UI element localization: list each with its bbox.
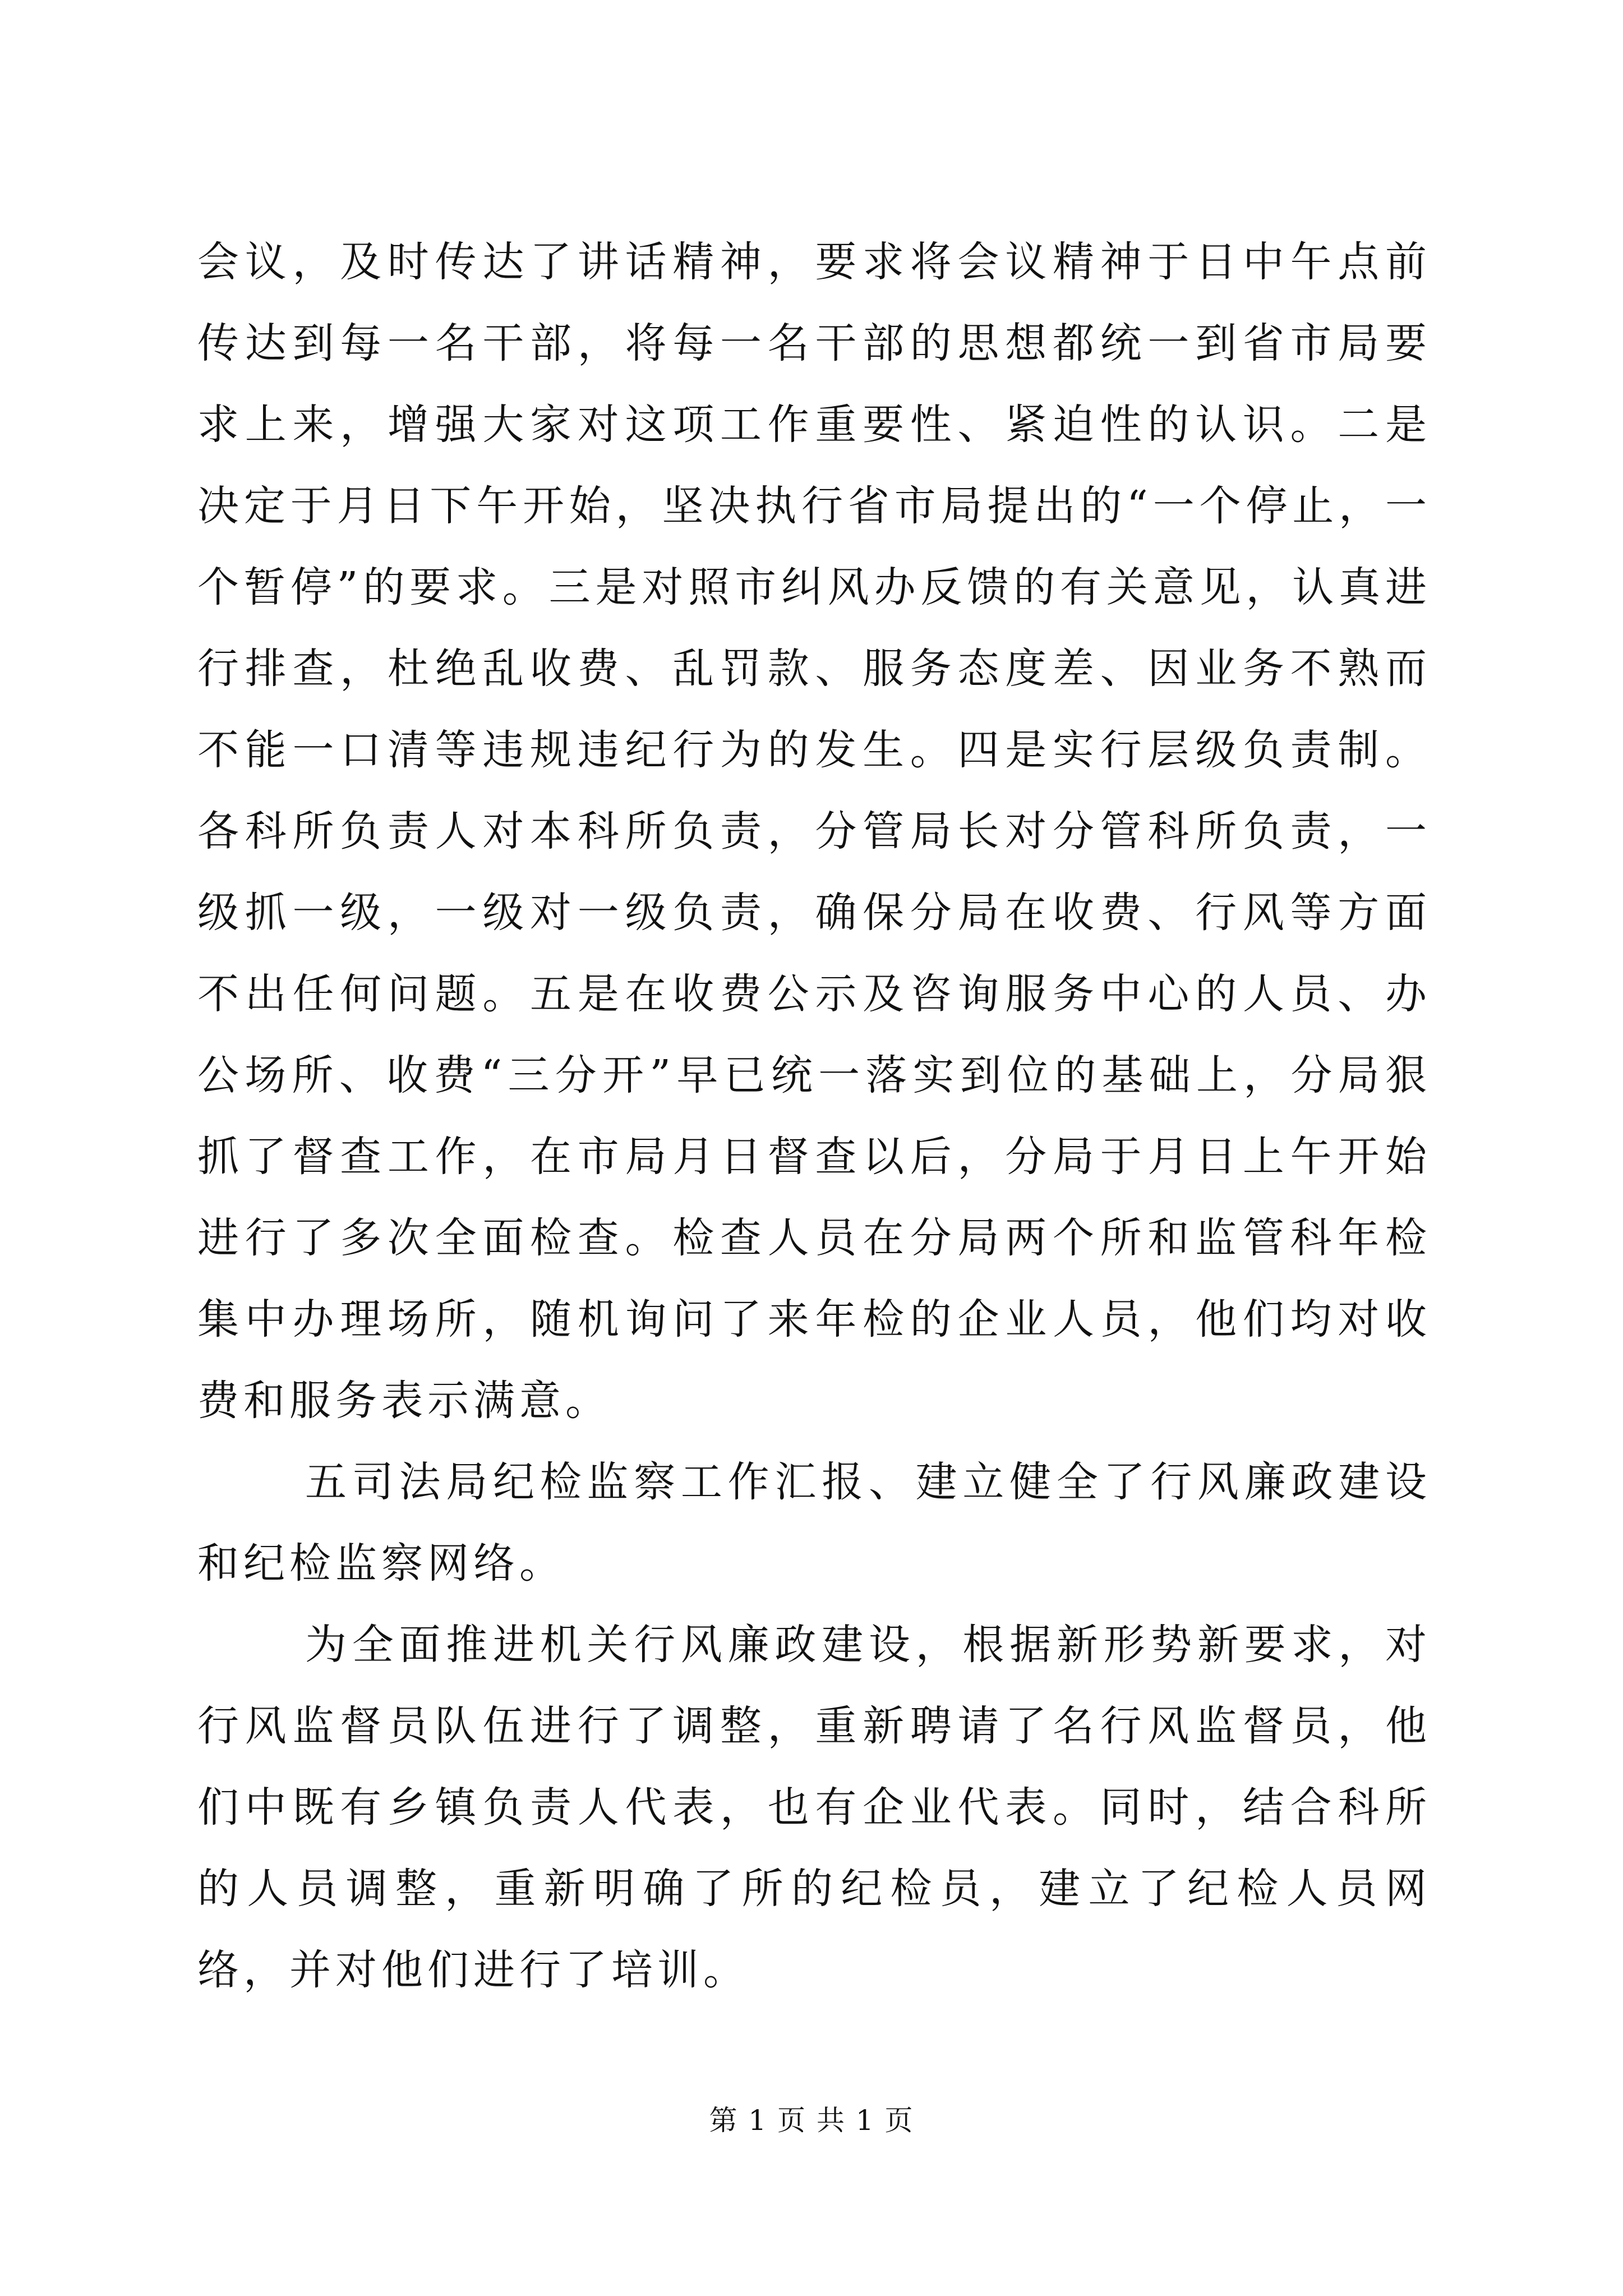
paragraph-body: 为全面推进机关行风廉政建设，根据新形势新要求，对行风监督员队伍进行了调整，重新聘请了名行风监督员，他们中既有乡镇负责人代表，也有企业代表。同时，结合科所的人员调整，重新明确了所的纪检员，建立了纪检人员网络，并对他们进行了培训。 bbox=[197, 1621, 1431, 1994]
paragraph-section-heading: 五司法局纪检监察工作汇报、建立健全了行风廉政建设和纪检监察网络。 bbox=[197, 1458, 1431, 1588]
paragraph-continuation: 会议，及时传达了讲话精神，要求将会议精神于日中午点前传达到每一名干部，将每一名干部的思想都统一到省市局要求上来，增强大家对这项工作重要性、紧迫性的认识。二是决定于月日下午开始，坚决执行省市局提出的“一个停止，一个暂停”的要求。三是对照市纠风办反馈的有关意见，认真进行排查，杜绝乱收费、乱罚款、服务态度差、因业务不熟而不能一口清等违规违纪行为的发生。四是实行层级负责制。各科所负责人对本科所负责，分管局长对分管科所负责，一级抓一级，一级对一级负责，确保分局在收费、行风等方面不出任何问题。五是在收费公示及咨询服务中心的人员、办公场所、收费“三分开”早已统一落实到位的基础上，分局狠抓了督查工作，在市局月日督查以后，分局于月日上午开始进行了多次全面检查。检查人员在分局两个所和监管科年检集中办理场所，随机询问了来年检的企业人员，他们均对收费和服务表示满意。 bbox=[197, 238, 1431, 1425]
page-footer: 第 1 页 共 1 页 bbox=[709, 2104, 914, 2137]
document-body bbox=[197, 222, 1431, 2011]
